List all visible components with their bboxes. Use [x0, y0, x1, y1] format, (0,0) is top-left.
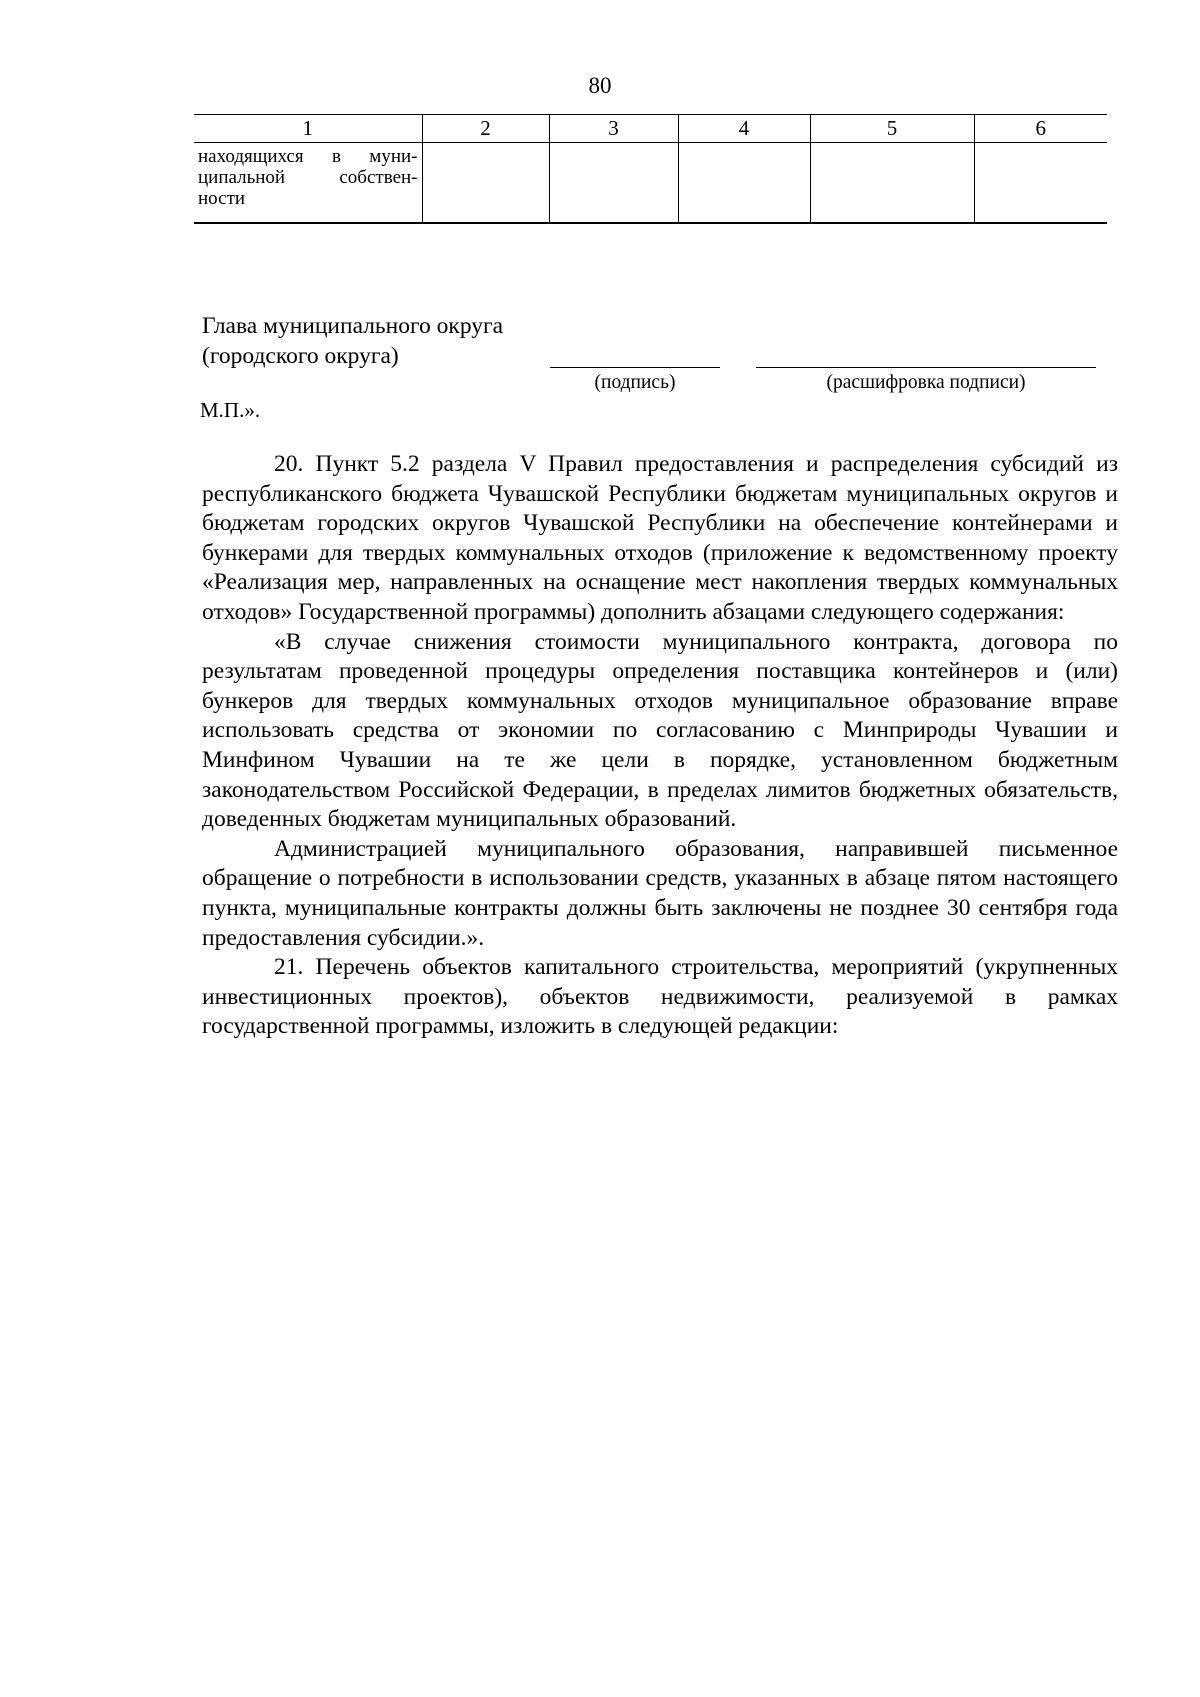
table-cell [549, 143, 678, 224]
cell-line: ципальной собствен- [198, 167, 418, 188]
column-header: 2 [422, 115, 549, 143]
table-header-row [194, 115, 1107, 143]
paragraph: Администрацией муниципального образования, направившей письменное обращение о потребности в использовании средств, указанных в абзаце пятом настоящего пункта, муниципальные контракты должны быть заключены не позднее 30 сентября года предоставления субсидии.». [202, 835, 1118, 951]
table-cell [422, 143, 549, 224]
cell-line: находящихся в муни- [198, 146, 418, 167]
column-header: 6 [974, 115, 1107, 143]
cell-line: ности [198, 188, 246, 209]
signature-decode-caption: (расшифровка подписи) [826, 372, 1026, 393]
page-number: 80 [588, 73, 612, 98]
signature-title-line: Глава муниципального округа [202, 313, 504, 339]
signature-line [550, 367, 720, 368]
signature-title-line: (городского округа) [202, 343, 399, 369]
column-header: 5 [810, 115, 974, 143]
signature-caption: (подпись) [594, 372, 676, 393]
column-header: 3 [549, 115, 678, 143]
table-cell [974, 143, 1107, 224]
stamp-place-label: М.П.». [200, 398, 261, 422]
paragraph: 20. Пункт 5.2 раздела V Правил предоставления и распределения субсидий из республиканского бюджета Чувашской Республики бюджетам муниципальных округов и бюджетам городских округов Чувашской Республики на обеспечение контейнерами и бункерами для твердых коммунальных отходов (приложение к ведомственному проекту «Реализация мер, направленных на оснащение мест накопления твердых коммунальных отходов» Государственной программы) дополнить абзацами следующего содержания: [202, 451, 1118, 625]
table-row [194, 143, 1107, 224]
column-header: 1 [194, 115, 422, 143]
signature-title [202, 311, 503, 371]
table-cell-name [194, 143, 422, 224]
paragraph: «В случае снижения стоимости муниципального контракта, договора по результатам проведенной процедуры определения поставщика контейнеров и (или) бункеров для твердых коммунальных отходов муниципальное образование вправе использовать средства от экономии по согласованию с Минприроды Чувашии и Минфином Чувашии на те же цели в порядке, установленном бюджетным законодательством Российской Федерации, в пределах лимитов бюджетных обязательств, доведенных бюджетам муниципальных образований. [202, 628, 1118, 833]
table-cell [810, 143, 974, 224]
column-header: 4 [678, 115, 810, 143]
paragraph: 21. Перечень объектов капитального строительства, мероприятий (укрупненных инвестиционных проектов), объектов недвижимости, реализуемой в рамках государственной программы, изложить в следующей редакции: [202, 954, 1118, 1040]
continuation-table [194, 114, 1107, 224]
signature-decode-line [756, 367, 1096, 368]
table-cell [678, 143, 810, 224]
document-body [202, 450, 1118, 1042]
